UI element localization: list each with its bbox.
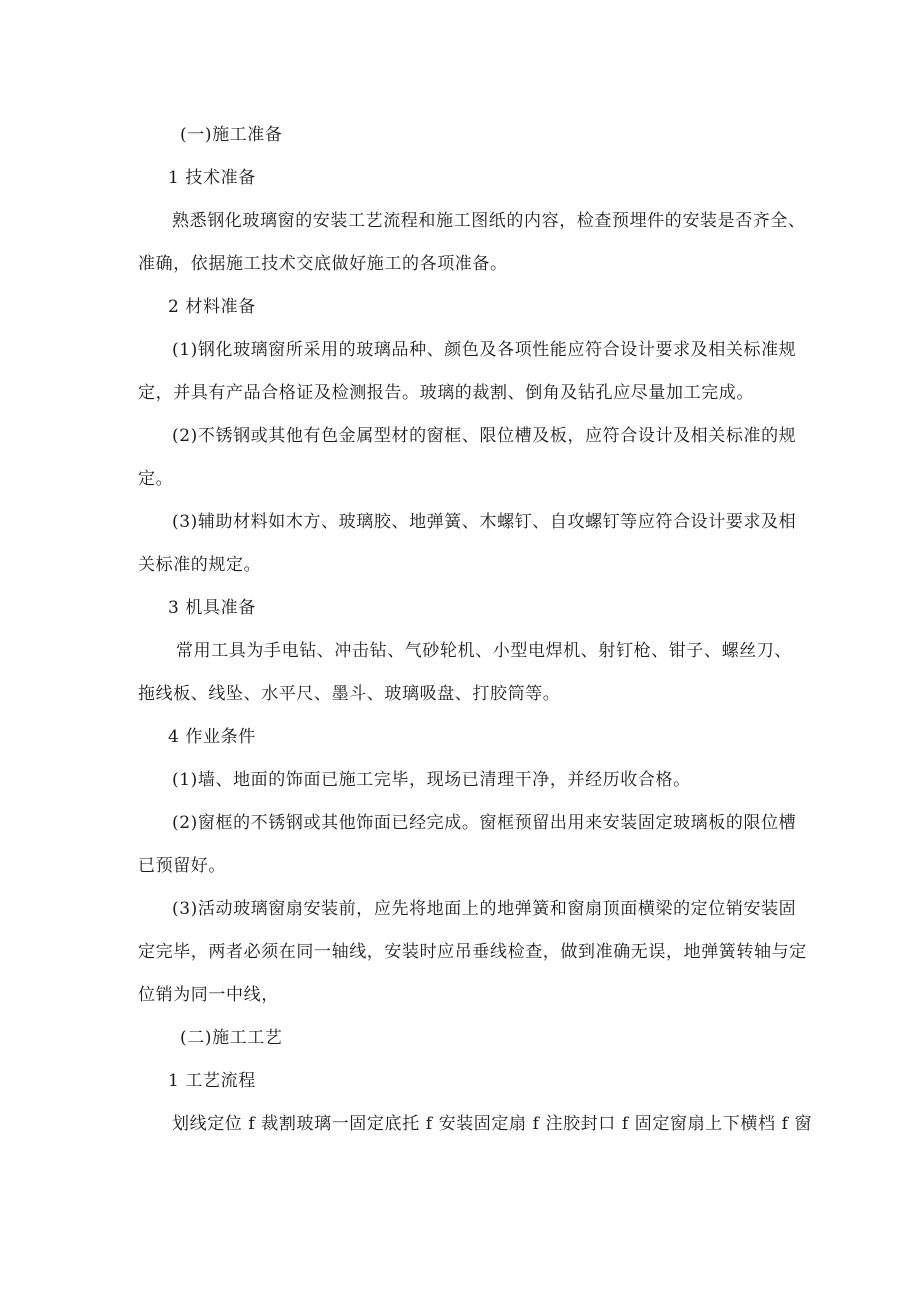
list-item-line: (3)活动玻璃窗扇安装前，应先将地面上的地弹簧和窗扇顶面横梁的定位销安装固 — [172, 899, 797, 919]
list-item-line: (2)不锈钢或其他有色金属型材的窗框、限位槽及板，应符合设计及相关标准的规 — [172, 426, 797, 446]
paragraph-line: 常用工具为手电钻、冲击钻、气砂轮机、小型电焊机、射钉枪、钳子、螺丝刀、 — [176, 641, 792, 661]
list-item-line: (1)钢化玻璃窗所采用的玻璃品种、颜色及各项性能应符合设计要求及相关标准规 — [172, 340, 797, 360]
list-item-line: 定完毕，两者必须在同一轴线，安装时应吊垂线检查，做到准确无误，地弹簧转轴与定 — [138, 942, 807, 962]
section-heading-construction-process: (二)施工工艺 — [180, 1028, 283, 1048]
paragraph-line: 拖线板、线坠、水平尺、墨斗、玻璃吸盘、打胶筒等。 — [138, 684, 561, 704]
subheading-material-preparation: 2 材料准备 — [168, 297, 256, 317]
subheading-equipment-preparation: 3 机具准备 — [168, 598, 256, 618]
list-item-line: (2)窗框的不锈钢或其他饰面已经完成。窗框预留出用来安装固定玻璃板的限位槽 — [172, 813, 797, 833]
list-item-line: 定，并具有产品合格证及检测报告。玻璃的裁割、倒角及钻孔应尽量加工完成。 — [138, 383, 754, 403]
list-item-line: 已预留好。 — [138, 856, 226, 876]
subheading-working-conditions: 4 作业条件 — [168, 727, 256, 747]
paragraph-line: 划线定位 f 裁割玻璃一固定底托 f 安装固定扇 f 注胶封口 f 固定窗扇上下横档 f 窗 — [172, 1114, 813, 1134]
paragraph-line: 准确，依据施工技术交底做好施工的各项准备。 — [138, 254, 508, 274]
paragraph-line: 熟悉钢化玻璃窗的安装工艺流程和施工图纸的内容，检查预埋件的安装是否齐全、 — [172, 211, 806, 231]
list-item-line: (1)墙、地面的饰面已施工完毕，现场已清理干净，并经历收合格。 — [172, 770, 691, 790]
list-item-line: 关标准的规定。 — [138, 555, 262, 575]
subheading-technical-preparation: 1 技术准备 — [168, 168, 256, 188]
list-item-line: 定。 — [138, 469, 174, 489]
list-item-line: 位销为同一中线， — [138, 985, 279, 1005]
section-heading-construction-preparation: (一)施工准备 — [180, 125, 283, 145]
list-item-line: (3)辅助材料如木方、玻璃胶、地弹簧、木螺钉、自攻螺钉等应符合设计要求及相 — [172, 512, 797, 532]
subheading-process-flow: 1 工艺流程 — [168, 1071, 256, 1091]
